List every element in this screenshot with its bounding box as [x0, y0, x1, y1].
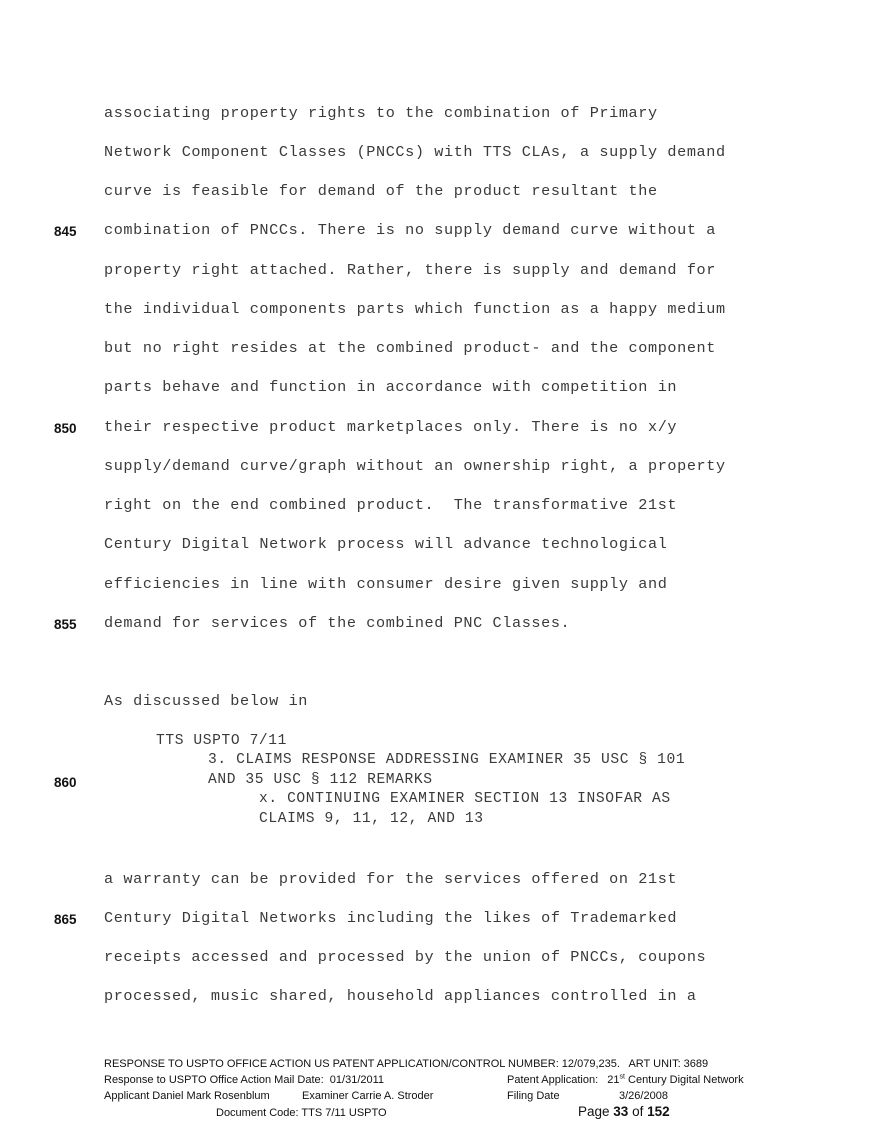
body-line: but no right resides at the combined product- and the component	[104, 339, 716, 357]
body-line: processed, music shared, household appliances controlled in a	[104, 987, 697, 1005]
footer-filing-label: Filing Date	[507, 1090, 560, 1102]
footer-patent-label: Patent Application:	[507, 1074, 599, 1086]
body-line: Century Digital Network process will advance technological	[104, 535, 668, 553]
footer-mail-date: Response to USPTO Office Action Mail Date: 01/31/2011	[104, 1074, 385, 1086]
body-line: their respective product marketplaces only. There is no x/y	[104, 418, 678, 436]
body-line: Century Digital Networks including the likes of Trademarked	[104, 909, 678, 927]
line-number: 855	[54, 617, 77, 632]
body-line: receipts accessed and processed by the union of PNCCs, coupons	[104, 948, 707, 966]
body-line: efficiencies in line with consumer desire given supply and	[104, 575, 668, 593]
block-line: x. CONTINUING EXAMINER SECTION 13 INSOFAR AS	[259, 791, 671, 807]
block-line: TTS USPTO 7/11	[156, 733, 288, 749]
footer-doc-code: Document Code: TTS 7/11 USPTO	[216, 1107, 387, 1119]
line-number: 860	[54, 775, 77, 790]
body-line: parts behave and function in accordance with competition in	[104, 378, 678, 396]
body-line: a warranty can be provided for the services offered on 21st	[104, 870, 678, 888]
body-line: property right attached. Rather, there is supply and demand for	[104, 261, 716, 279]
line-number: 845	[54, 224, 77, 239]
footer-filing-date: 3/26/2008	[619, 1090, 668, 1102]
footer-examiner: Examiner Carrie A. Stroder	[302, 1090, 434, 1102]
body-line: the individual components parts which function as a happy medium	[104, 300, 726, 318]
footer-patent-application	[507, 1074, 744, 1086]
footer-line: RESPONSE TO USPTO OFFICE ACTION US PATENT APPLICATION/CONTROL NUMBER: 12/079,235. ART UNIT: 3689	[104, 1058, 709, 1070]
line-number: 850	[54, 421, 77, 436]
page-number: 33	[613, 1104, 629, 1119]
block-line: CLAIMS 9, 11, 12, AND 13	[259, 811, 484, 827]
footer-patent-num: 21	[607, 1074, 620, 1086]
page-total: 152	[647, 1104, 670, 1119]
page-of: of	[628, 1104, 648, 1119]
body-line: curve is feasible for demand of the product resultant the	[104, 182, 658, 200]
body-line: As discussed below in	[104, 692, 308, 710]
page-word: Page	[578, 1104, 614, 1119]
footer-patent-sup: st	[619, 1073, 625, 1081]
line-number: 865	[54, 912, 77, 927]
body-line: combination of PNCCs. There is no supply demand curve without a	[104, 221, 716, 239]
body-line: Network Component Classes (PNCCs) with TTS CLAs, a supply demand	[104, 143, 726, 161]
block-line: AND 35 USC § 112 REMARKS	[208, 772, 433, 788]
body-line: supply/demand curve/graph without an ownership right, a property	[104, 457, 726, 475]
footer-applicant: Applicant Daniel Mark Rosenblum	[104, 1090, 270, 1102]
block-line: 3. CLAIMS RESPONSE ADDRESSING EXAMINER 35 USC § 101	[208, 752, 686, 768]
page-indicator	[578, 1104, 670, 1119]
body-line: demand for services of the combined PNC Classes.	[104, 614, 571, 632]
footer-patent-title: Century Digital Network	[625, 1074, 744, 1086]
body-line: associating property rights to the combination of Primary	[104, 104, 658, 122]
body-line: right on the end combined product. The transformative 21st	[104, 496, 678, 514]
